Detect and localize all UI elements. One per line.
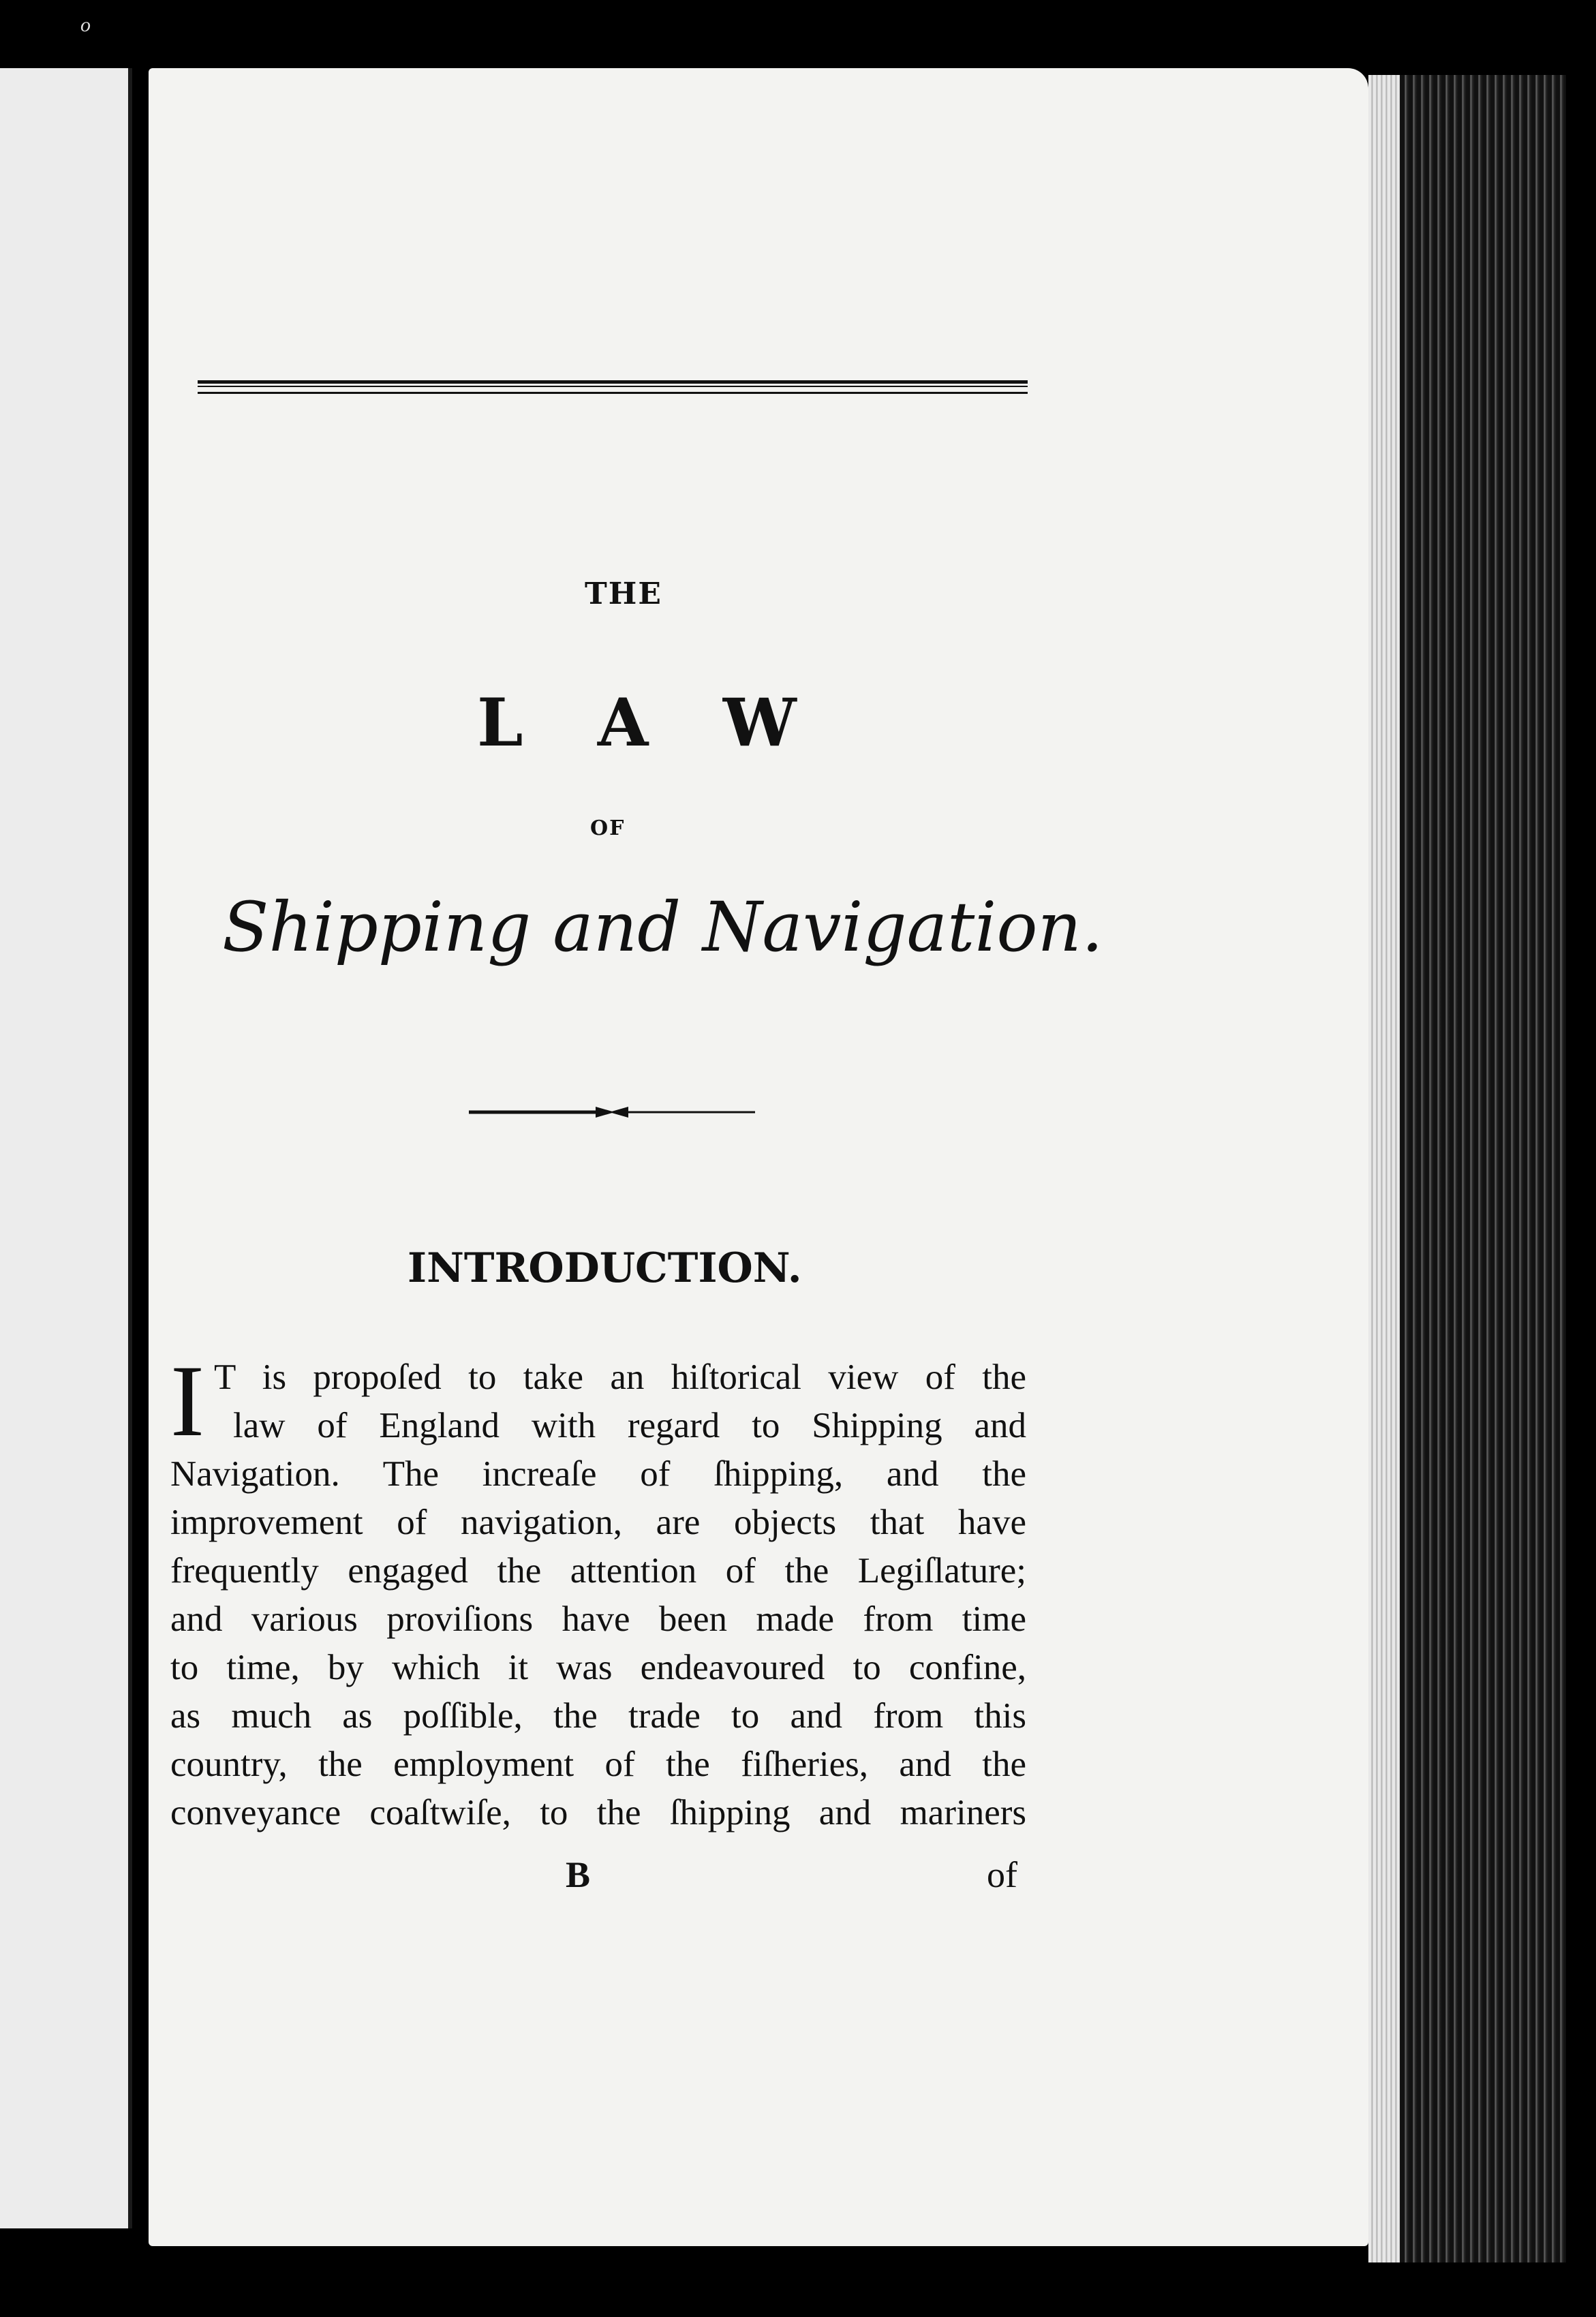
body-line: country, the employment of the fiſheries, and the xyxy=(170,1745,1026,1784)
book-page xyxy=(149,68,1368,2246)
header-rule-inner xyxy=(198,386,1028,387)
catchword: of xyxy=(987,1854,1017,1895)
title-of: OF xyxy=(590,816,626,840)
section-heading: INTRODUCTION. xyxy=(408,1244,802,1292)
body-line: to time, by which it was endeavoured to confine, xyxy=(170,1648,1026,1687)
body-paragraph xyxy=(170,1345,1026,1837)
body-line: conveyance coaſtwiſe, to the ſhipping and mariners xyxy=(170,1793,1026,1832)
title-the: THE xyxy=(585,577,662,611)
body-line: frequently engaged the attention of the Legiſlature; xyxy=(170,1551,1026,1591)
previous-page-edge xyxy=(0,68,132,2228)
header-rule xyxy=(198,380,1028,394)
body-line: law of England with regard to Shipping and xyxy=(233,1406,1026,1445)
body-line: as much as poſſible, the trade to and from this xyxy=(170,1696,1026,1736)
title-subject: Shipping and Navigation. xyxy=(222,887,1103,967)
drop-cap: I xyxy=(170,1345,204,1458)
body-line: improvement of navigation, are objects that have xyxy=(170,1503,1026,1542)
ornament-divider xyxy=(469,1104,755,1120)
body-line: T is propoſed to take an hiſtorical view of the xyxy=(213,1357,1026,1397)
body-line: and various proviſions have been made from time xyxy=(170,1599,1026,1639)
body-line: Navigation. The increaſe of ſhipping, and the xyxy=(170,1454,1026,1494)
title-law: L A W xyxy=(477,684,823,761)
page-block-edges-light xyxy=(1368,75,1400,2262)
corner-mark: o xyxy=(80,14,91,36)
signature-mark: B xyxy=(566,1854,591,1895)
